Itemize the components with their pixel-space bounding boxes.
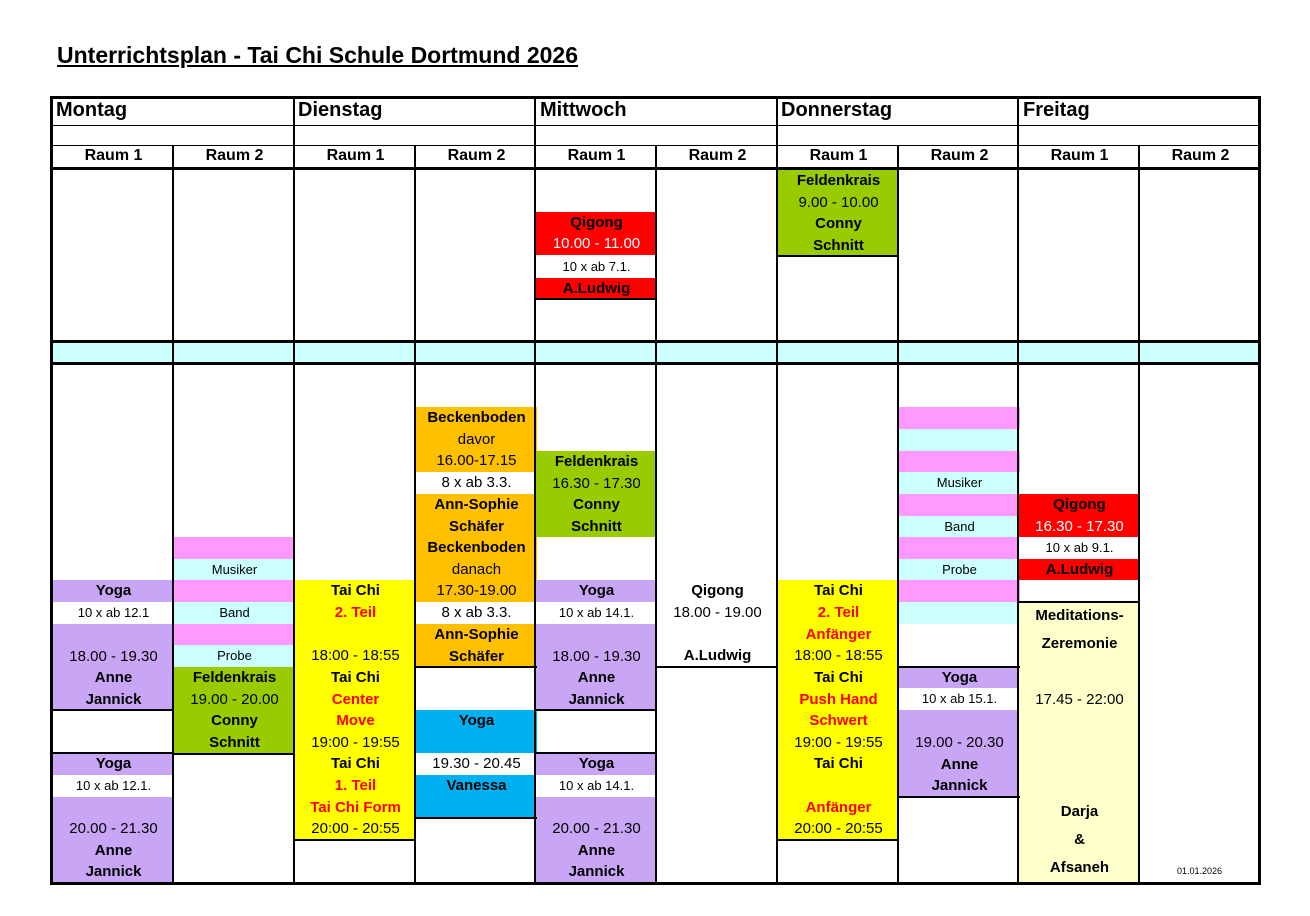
slot-divider <box>1019 601 1140 603</box>
cell-text: Yoga <box>578 582 615 599</box>
cell-text: 18.00 - 19.00 <box>673 603 762 621</box>
course-cell <box>899 516 1020 537</box>
course-cell <box>899 494 1020 516</box>
cell-text: 10 x ab 12.1 <box>77 605 150 620</box>
slot-divider <box>295 839 416 841</box>
slot-divider <box>899 666 1020 668</box>
slot-divider <box>174 753 295 755</box>
course-cell <box>536 212 657 233</box>
cell-text: Push Hand <box>799 690 878 708</box>
course-cell <box>416 407 537 472</box>
cell-text: 16.30 - 17.30 <box>552 474 641 492</box>
slot-divider <box>416 666 537 668</box>
cell-text: danach <box>451 560 502 578</box>
course-cell <box>53 775 174 797</box>
grid-line <box>1258 96 1261 885</box>
cell-text <box>899 710 1020 732</box>
cell-text: Zeremonie <box>1041 635 1118 652</box>
cell-text <box>899 429 1020 451</box>
cell-text <box>1019 770 1140 798</box>
cell-text: A.Ludwig <box>1045 561 1114 578</box>
cell-text: Band <box>944 519 975 534</box>
cell-text: 10 x ab 14.1. <box>558 778 635 793</box>
cell-text: 18.00 - 19.30 <box>552 647 641 665</box>
cell-text: Vanessa <box>446 777 507 794</box>
cell-text: Qigong <box>691 582 744 599</box>
cell-text: Anfänger <box>805 625 872 643</box>
course-cell <box>899 429 1020 451</box>
cell-text: Yoga <box>578 755 615 772</box>
cell-text <box>1019 658 1140 686</box>
room-header-mi-1: Raum 1 <box>567 147 626 164</box>
course-cell <box>416 624 537 667</box>
course-cell <box>899 710 1020 797</box>
grid-line <box>534 98 536 884</box>
day-friday: Freitag <box>1023 99 1090 121</box>
course-cell <box>899 602 1020 624</box>
cell-text: 10 x ab 12.1. <box>75 778 152 793</box>
cell-text: 2. Teil <box>817 603 860 621</box>
cell-text <box>536 797 657 818</box>
cell-text <box>899 602 1020 624</box>
cell-text: 17.30-19.00 <box>436 582 517 600</box>
course-cell <box>899 451 1020 472</box>
cell-text <box>899 537 1020 559</box>
course-cell <box>295 753 416 840</box>
cell-text: 19:00 - 19:55 <box>311 733 400 751</box>
cell-text <box>295 624 416 646</box>
slot-divider <box>778 839 899 841</box>
cell-text <box>416 732 537 754</box>
cell-text: 2. Teil <box>334 603 377 621</box>
grid-line <box>776 98 778 884</box>
cell-text <box>899 494 1020 516</box>
cell-text: 10 x ab 9.1. <box>1045 540 1114 555</box>
course-cell <box>416 775 537 818</box>
cell-text: Schnitt <box>209 733 260 751</box>
cell-text: Tai Chi <box>331 755 380 772</box>
cell-text: Darja <box>1060 803 1099 820</box>
cell-text: Jannick <box>85 690 142 708</box>
cell-text <box>174 537 295 559</box>
cell-text: Schäfer <box>448 517 505 535</box>
course-cell <box>1019 602 1140 882</box>
cell-text: Conny <box>815 215 862 232</box>
course-cell <box>1019 494 1140 516</box>
course-cell <box>536 602 657 624</box>
course-cell <box>53 602 174 624</box>
cell-text: 16.00-17.15 <box>436 452 517 470</box>
cell-text: Anne <box>94 841 133 859</box>
room-header-mi-2: Raum 2 <box>688 147 747 164</box>
cell-text: Probe <box>942 562 977 577</box>
course-cell <box>536 233 657 255</box>
day-thursday: Donnerstag <box>781 99 893 121</box>
course-cell <box>536 580 657 602</box>
slot-divider <box>778 255 899 257</box>
cell-text: 10 x ab 15.1. <box>921 691 998 706</box>
grid-line <box>1017 98 1019 884</box>
cell-text: Move <box>336 712 375 729</box>
date-stamp: 01.01.2026 <box>1177 866 1223 876</box>
cell-text: Tai Chi <box>331 582 380 599</box>
cell-text: 18.00 - 19.30 <box>69 647 158 665</box>
course-cell <box>778 580 899 667</box>
cell-text: Tai Chi <box>814 755 863 772</box>
course-cell <box>536 797 657 882</box>
cell-text: 20:00 - 20:55 <box>311 820 400 838</box>
course-cell <box>53 797 174 882</box>
cell-text: Jannick <box>568 690 625 708</box>
cell-text: Tai Chi <box>331 669 380 686</box>
slot-divider <box>536 709 657 711</box>
cell-text: 19.30 - 20.45 <box>432 755 521 772</box>
cell-text: Musiker <box>211 562 258 577</box>
cell-text: Musiker <box>936 475 983 490</box>
course-cell <box>416 710 537 753</box>
cell-text: 20:00 - 20:55 <box>794 820 883 838</box>
cell-text <box>174 580 295 602</box>
course-cell <box>536 775 657 797</box>
cell-text: 20.00 - 21.30 <box>552 820 641 838</box>
course-cell <box>174 624 295 645</box>
page-title: Unterrichtsplan - Tai Chi Schule Dortmund 2026 <box>57 42 578 68</box>
cell-text: Schäfer <box>448 647 505 665</box>
cell-text: 8 x ab 3.3. <box>441 474 512 491</box>
course-cell <box>174 580 295 602</box>
cell-text: Anne <box>577 841 616 859</box>
cell-text <box>174 624 295 645</box>
cell-text <box>53 797 174 818</box>
course-cell <box>295 580 416 667</box>
cell-text <box>657 624 778 646</box>
cell-text: Meditations- <box>1035 607 1124 624</box>
course-cell <box>174 667 295 753</box>
course-cell <box>536 451 657 537</box>
course-cell <box>295 667 416 753</box>
cell-text <box>536 624 657 646</box>
slot-divider <box>53 709 174 711</box>
cell-text: Beckenboden <box>427 539 526 556</box>
cell-text <box>899 580 1020 602</box>
slot-divider <box>536 298 657 300</box>
room-header-mo-1: Raum 1 <box>84 147 143 164</box>
cell-text: 1. Teil <box>334 776 377 794</box>
cell-text <box>778 775 899 797</box>
room-header-do-2: Raum 2 <box>930 147 989 164</box>
cell-text: Anne <box>940 755 979 773</box>
course-cell <box>174 602 295 624</box>
cell-text: A.Ludwig <box>683 647 752 665</box>
cell-text: 19:00 - 19:55 <box>794 733 883 751</box>
cell-text: 19.00 - 20.30 <box>915 733 1004 751</box>
course-cell <box>778 170 899 256</box>
course-cell <box>416 494 537 537</box>
cell-text: 18:00 - 18:55 <box>311 647 400 665</box>
cell-text <box>53 624 174 646</box>
grid-line <box>52 125 1259 126</box>
room-header-di-1: Raum 1 <box>326 147 385 164</box>
slot-divider <box>536 752 657 754</box>
course-cell <box>899 407 1020 429</box>
course-cell <box>899 559 1020 580</box>
course-cell <box>1019 516 1140 537</box>
course-cell <box>899 472 1020 494</box>
cell-text: Schnitt <box>813 236 864 254</box>
course-cell <box>778 667 899 753</box>
course-cell <box>778 753 899 840</box>
grid-line <box>655 145 657 884</box>
course-cell <box>416 472 537 494</box>
cell-text <box>1019 714 1140 742</box>
slot-divider <box>53 752 174 754</box>
cell-text: 19.00 - 20.00 <box>190 690 279 708</box>
cell-text: Feldenkrais <box>192 669 277 686</box>
course-cell <box>536 753 657 775</box>
cell-text: Ann-Sophie <box>434 496 519 513</box>
cell-text: Conny <box>573 496 620 513</box>
slot-divider <box>899 796 1020 798</box>
course-cell <box>536 624 657 710</box>
cell-text: 8 x ab 3.3. <box>441 604 512 621</box>
cell-text: 10 x ab 7.1. <box>562 259 631 274</box>
cell-text: 10 x ab 14.1. <box>558 605 635 620</box>
day-tuesday: Dienstag <box>298 99 383 121</box>
cell-text: Jannick <box>568 862 625 880</box>
cell-text: Anne <box>577 669 616 686</box>
day-wednesday: Mittwoch <box>540 99 627 121</box>
course-cell <box>53 753 174 775</box>
room-header-di-2: Raum 2 <box>447 147 506 164</box>
room-header-do-1: Raum 1 <box>809 147 868 164</box>
cell-text: Anfänger <box>805 798 872 816</box>
cell-text: davor <box>457 430 496 448</box>
course-cell <box>899 537 1020 559</box>
cell-text: Schnitt <box>571 517 622 535</box>
cell-text <box>1019 742 1140 770</box>
grid-line <box>293 98 295 884</box>
slot-divider <box>657 666 778 668</box>
cell-text: Feldenkrais <box>796 172 881 189</box>
grid-line <box>50 96 1261 99</box>
course-cell <box>899 688 1020 710</box>
grid-line <box>1138 145 1140 884</box>
cell-text: Ann-Sophie <box>434 626 519 643</box>
cell-text <box>416 797 537 819</box>
course-cell <box>53 580 174 602</box>
course-cell <box>416 602 537 624</box>
cell-text: A.Ludwig <box>562 280 631 297</box>
slot-divider <box>416 817 537 819</box>
course-cell <box>1019 537 1140 559</box>
cell-text: Center <box>331 690 380 708</box>
cell-text: 10.00 - 11.00 <box>552 235 641 252</box>
cell-text: Tai Chi <box>814 669 863 686</box>
room-header-mo-2: Raum 2 <box>205 147 264 164</box>
course-cell <box>53 624 174 710</box>
cell-text: Anne <box>94 669 133 686</box>
grid-line <box>172 145 174 884</box>
cell-text: Qigong <box>570 214 623 231</box>
cell-text: Conny <box>211 712 258 729</box>
day-monday: Montag <box>56 99 128 121</box>
cell-text: Yoga <box>458 712 495 729</box>
course-cell <box>416 537 537 602</box>
course-cell <box>899 667 1020 688</box>
cell-text: Qigong <box>1053 496 1106 513</box>
course-cell <box>657 580 778 667</box>
cell-text: 17.45 - 22:00 <box>1035 691 1124 708</box>
cell-text <box>899 451 1020 472</box>
cell-text <box>899 407 1020 429</box>
course-cell <box>899 580 1020 602</box>
cell-text: Yoga <box>941 669 978 686</box>
cell-text: & <box>1074 831 1085 848</box>
cell-text: Band <box>219 605 250 620</box>
cell-text: 9.00 - 10.00 <box>798 193 879 211</box>
cell-text: Yoga <box>95 582 132 599</box>
cell-text: 20.00 - 21.30 <box>69 820 158 838</box>
cell-text: Feldenkrais <box>554 453 639 470</box>
course-cell <box>536 255 657 278</box>
cell-text: Probe <box>217 648 252 663</box>
room-header-fr-1: Raum 1 <box>1050 147 1109 164</box>
course-cell <box>416 753 537 775</box>
cell-text: Yoga <box>95 755 132 772</box>
course-cell <box>174 537 295 559</box>
grid-line <box>414 145 416 884</box>
course-cell <box>1019 559 1140 580</box>
course-cell <box>174 559 295 580</box>
cell-text: Afsaneh <box>1049 859 1110 876</box>
course-cell <box>174 645 295 667</box>
cell-text: Tai Chi Form <box>310 798 401 816</box>
cell-text: 16.30 - 17.30 <box>1035 518 1124 535</box>
cell-text: Beckenboden <box>427 409 526 426</box>
grid-line <box>50 96 53 885</box>
course-cell <box>536 278 657 299</box>
cell-text: Schwert <box>809 712 868 729</box>
cell-text: Jannick <box>931 777 988 795</box>
cell-text: Tai Chi <box>814 582 863 599</box>
cell-text: 18:00 - 18:55 <box>794 647 883 665</box>
room-header-fr-2: Raum 2 <box>1171 147 1230 164</box>
cell-text: Jannick <box>85 862 142 880</box>
